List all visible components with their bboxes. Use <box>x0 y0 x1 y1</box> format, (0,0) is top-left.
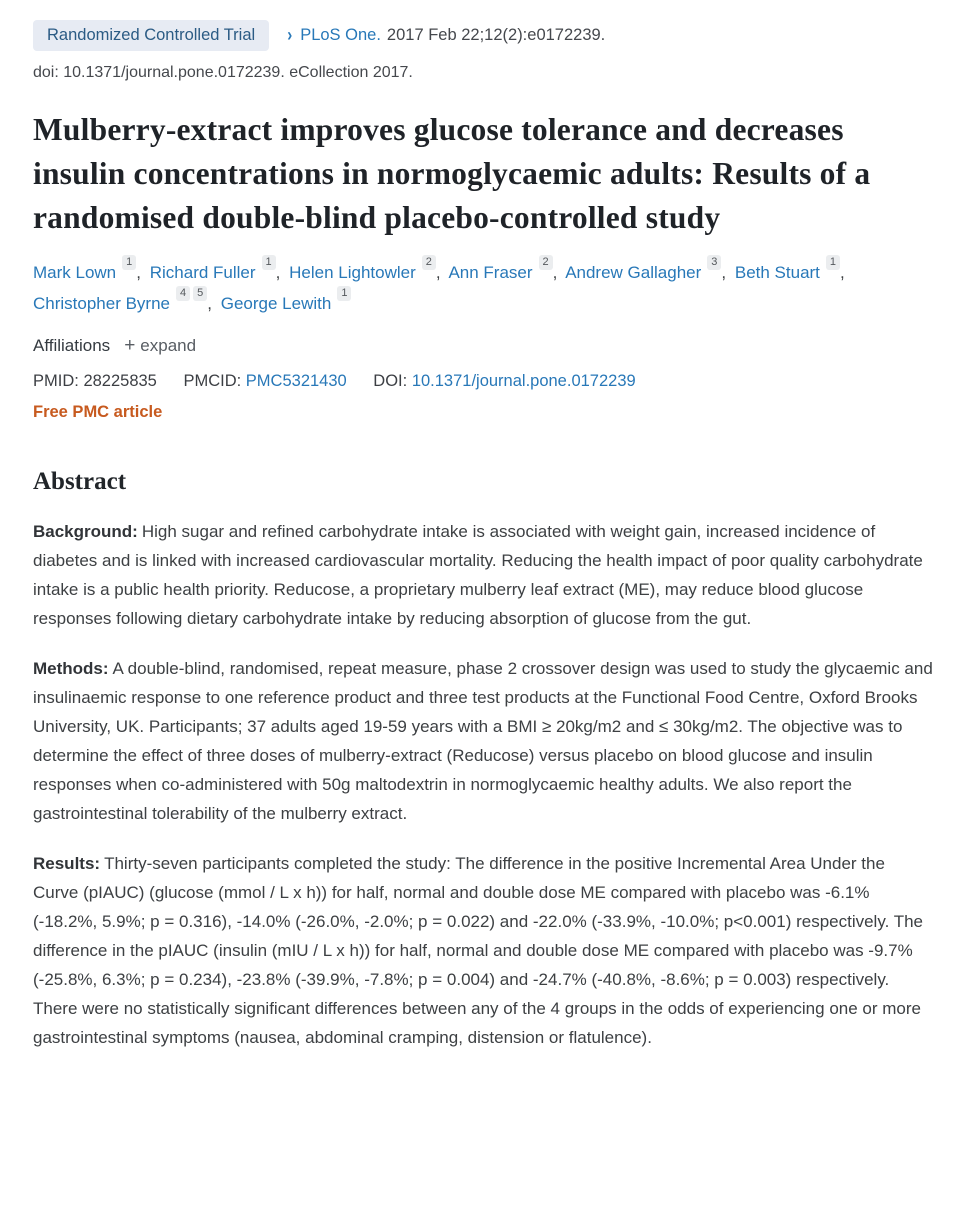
author <box>149 255 281 283</box>
author-affiliation-sup[interactable]: 1 <box>337 286 351 301</box>
author-affiliation-sup[interactable]: 1 <box>826 255 840 270</box>
doi-group <box>373 372 635 390</box>
author-separator: , <box>840 263 845 283</box>
abstract-heading: Abstract <box>33 468 127 496</box>
author-link[interactable]: Ann Fraser <box>448 263 533 283</box>
author-link[interactable]: Beth Stuart <box>734 263 820 283</box>
article-title: Mulberry-extract improves glucose tolerance and decreases insulin concentrations in normoglycaemic adults: Results of a randomised double-blind placebo-controlled study <box>33 112 871 236</box>
author-separator: , <box>207 294 212 314</box>
author-affiliation-sup[interactable]: 5 <box>193 286 207 301</box>
author <box>734 255 845 283</box>
author-link[interactable]: George Lewith <box>220 294 332 314</box>
author <box>565 255 727 283</box>
author-separator: , <box>275 263 281 283</box>
doi-line: doi: 10.1371/journal.pone.0172239. eCollection 2017. <box>33 64 413 82</box>
free-pmc-article-link[interactable]: Free PMC article <box>33 403 163 422</box>
publication-type-badge[interactable]: Randomized Controlled Trial <box>33 20 269 51</box>
author-affiliation-sup[interactable]: 4 <box>176 286 190 301</box>
author-affiliation-sup[interactable]: 3 <box>707 255 721 270</box>
article-header <box>33 20 934 422</box>
author-link[interactable]: Helen Lightowler <box>289 263 416 283</box>
authors-list <box>33 257 933 319</box>
chevron-right-icon: › <box>287 24 293 47</box>
author-separator: , <box>136 263 141 283</box>
author <box>289 255 441 283</box>
pmcid-label: PMCID: <box>183 372 242 391</box>
doi-label: DOI: <box>373 372 408 391</box>
paragraph-text: A double-blind, randomised, repeat measure, phase 2 crossover design was used to study the glycaemic and insulinaemic response to one reference product and three test products at the Functional Food Centre, Oxford Brooks University, UK. Participants; 37 adults aged 19-59 years with a BMI ≥ 20kg/m2 and ≤ 30kg/m2. The objective was to determine the effect of three doses of mulberry-extract (Reducose) versus placebo on blood glucose and insulin responses when co-administered with 50g maltodextrin in normoglycaemic healthy adults. We also report the gastrointestinal tolerability of the mulberry extract. <box>33 659 933 824</box>
abstract-paragraph-methods <box>33 654 934 828</box>
author-link[interactable]: Christopher Byrne <box>33 294 171 314</box>
doi-link[interactable]: 10.1371/journal.pone.0172239 <box>411 372 636 391</box>
citation-text: 2017 Feb 22;12(2):e0172239. <box>386 26 606 44</box>
author-affiliation-sup[interactable]: 1 <box>262 255 276 270</box>
expand-label: expand <box>140 336 197 356</box>
affiliations-row <box>33 335 934 357</box>
identifiers-row <box>33 372 934 391</box>
plus-icon: + <box>124 335 136 357</box>
abstract-paragraph-background <box>33 517 934 633</box>
paragraph-label: Results: <box>33 854 101 874</box>
journal-link[interactable]: PLoS One. <box>300 26 381 44</box>
pmid-group <box>33 372 157 390</box>
citation-row <box>33 20 934 51</box>
author-link[interactable]: Mark Lown <box>33 263 117 283</box>
pmcid-link[interactable]: PMC5321430 <box>245 372 347 391</box>
author-separator: , <box>552 263 558 283</box>
author-affiliation-sup[interactable]: 1 <box>122 255 136 270</box>
author-link[interactable]: Richard Fuller <box>149 263 256 283</box>
expand-affiliations-button[interactable] <box>124 335 196 357</box>
author <box>33 255 141 283</box>
author-separator: , <box>435 263 441 283</box>
author <box>220 286 352 314</box>
author-link[interactable]: Andrew Gallagher <box>565 263 702 283</box>
paragraph-text: High sugar and refined carbohydrate intake is associated with weight gain, increased incidence of diabetes and is linked with increased cardiovascular mortality. Reducing the health impact of poor quality carbohydrate intake is a public health priority. Reducose, a proprietary mulberry leaf extract (ME), may reduce blood glucose responses following dietary carbohydrate intake by reducing absorption of glucose from the gut. <box>33 522 923 629</box>
author-affiliation-sup[interactable]: 2 <box>539 255 553 270</box>
pmid-label: PMID: <box>33 372 79 391</box>
paragraph-label: Methods: <box>33 659 109 679</box>
pmcid-group <box>183 372 346 390</box>
abstract-paragraph-results <box>33 849 934 1052</box>
paragraph-text: Thirty-seven participants completed the study: The difference in the positive Incremental Area Under the Curve (pIAUC) (glucose (mmol / L x h)) for half, normal and double dose ME compared with placebo was -6.1% (-18.2%, 5.9%; p = 0.316), -14.0% (-26.0%, -2.0%; p = 0.022) and -22.0% (-33.9%, -10.0%; p<0.001) respectively. The difference in the pIAUC (insulin (mIU / L x h)) for half, normal and double dose ME compared with placebo was -9.7% (-25.8%, 6.3%; p = 0.234), -23.8% (-39.9%, -7.8%; p = 0.004) and -24.7% (-40.8%, -8.6%; p = 0.003) respectively. There were no statistically significant differences between any of the 4 groups in the odds of experiencing one or more gastrointestinal symptoms (nausea, abdominal cramping, distension or flatulence). <box>33 854 924 1048</box>
author <box>33 286 212 314</box>
author-affiliation-sup[interactable]: 2 <box>422 255 436 270</box>
pmid-value: 28225835 <box>83 372 157 391</box>
affiliations-label: Affiliations <box>33 336 111 356</box>
abstract-section <box>33 468 934 1052</box>
author-separator: , <box>721 263 727 283</box>
paragraph-label: Background: <box>33 522 138 542</box>
author <box>448 255 558 283</box>
